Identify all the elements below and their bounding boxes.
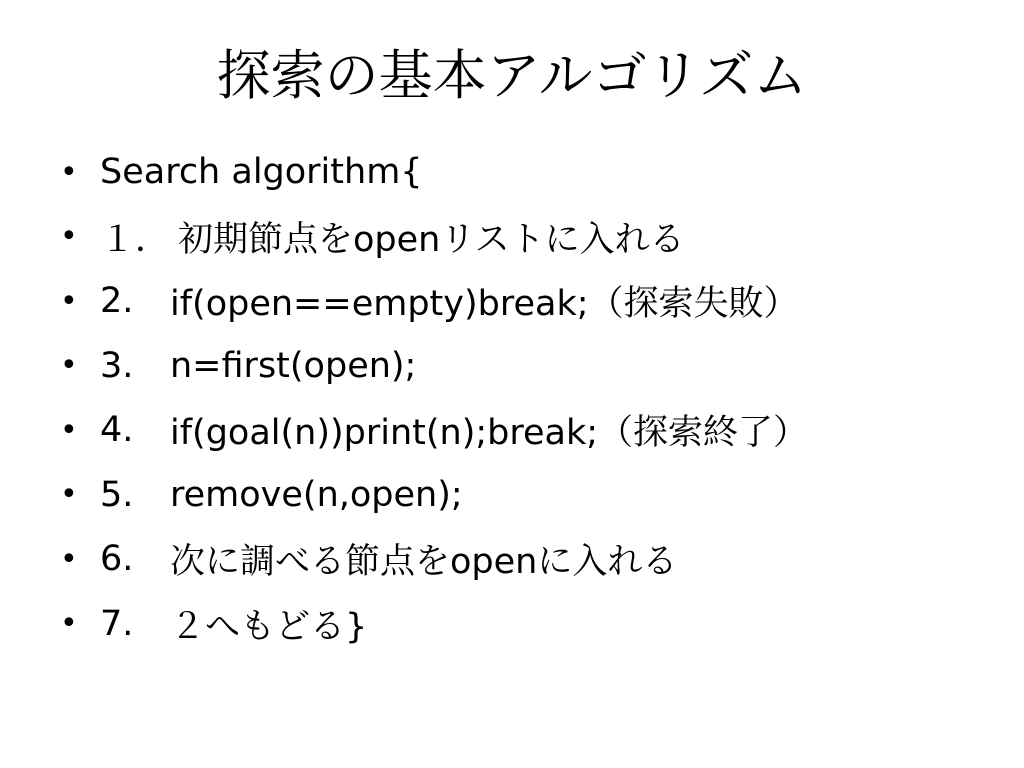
bullet-item-2	[60, 205, 1000, 270]
bullet-item-3	[60, 269, 1000, 334]
bullet-text: ２へもどる}	[170, 606, 368, 647]
bullet-text: 初期節点をopenリストに入れる	[178, 219, 685, 260]
bullet-text: remove(n,open);	[170, 474, 463, 515]
bullet-dot-icon: •	[60, 412, 78, 448]
bullet-number: 3.	[100, 345, 134, 386]
bullet-list	[60, 140, 1000, 656]
bullet-text: Search algorithm{	[100, 152, 423, 193]
bullet-dot-icon: •	[60, 541, 78, 577]
bullet-text: n=first(open);	[170, 345, 417, 386]
bullet-text: if(open==empty)break;（探索失敗）	[170, 284, 799, 325]
bullet-item-7	[60, 527, 1000, 592]
bullet-number: 5.	[100, 474, 134, 515]
bullet-number: 4.	[100, 410, 134, 451]
slide-title: 探索の基本アルゴリズム	[216, 44, 808, 107]
bullet-item-4	[60, 334, 1000, 399]
bullet-text: if(goal(n))print(n);break;（探索終了）	[170, 413, 809, 454]
bullet-text: 次に調べる節点をopenに入れる	[170, 542, 678, 583]
bullet-item-1	[60, 140, 1000, 205]
bullet-dot-icon: •	[60, 154, 78, 190]
bullet-number: １．	[100, 219, 171, 260]
bullet-dot-icon: •	[60, 219, 78, 255]
bullet-dot-icon: •	[60, 283, 78, 319]
bullet-dot-icon: •	[60, 606, 78, 642]
bullet-dot-icon: •	[60, 348, 78, 384]
bullet-item-5	[60, 398, 1000, 463]
bullet-item-6	[60, 463, 1000, 528]
bullet-number: 2.	[100, 281, 134, 322]
bullet-item-8	[60, 592, 1000, 657]
bullet-number: 6.	[100, 539, 134, 580]
bullet-dot-icon: •	[60, 477, 78, 513]
bullet-number: 7.	[100, 603, 134, 644]
